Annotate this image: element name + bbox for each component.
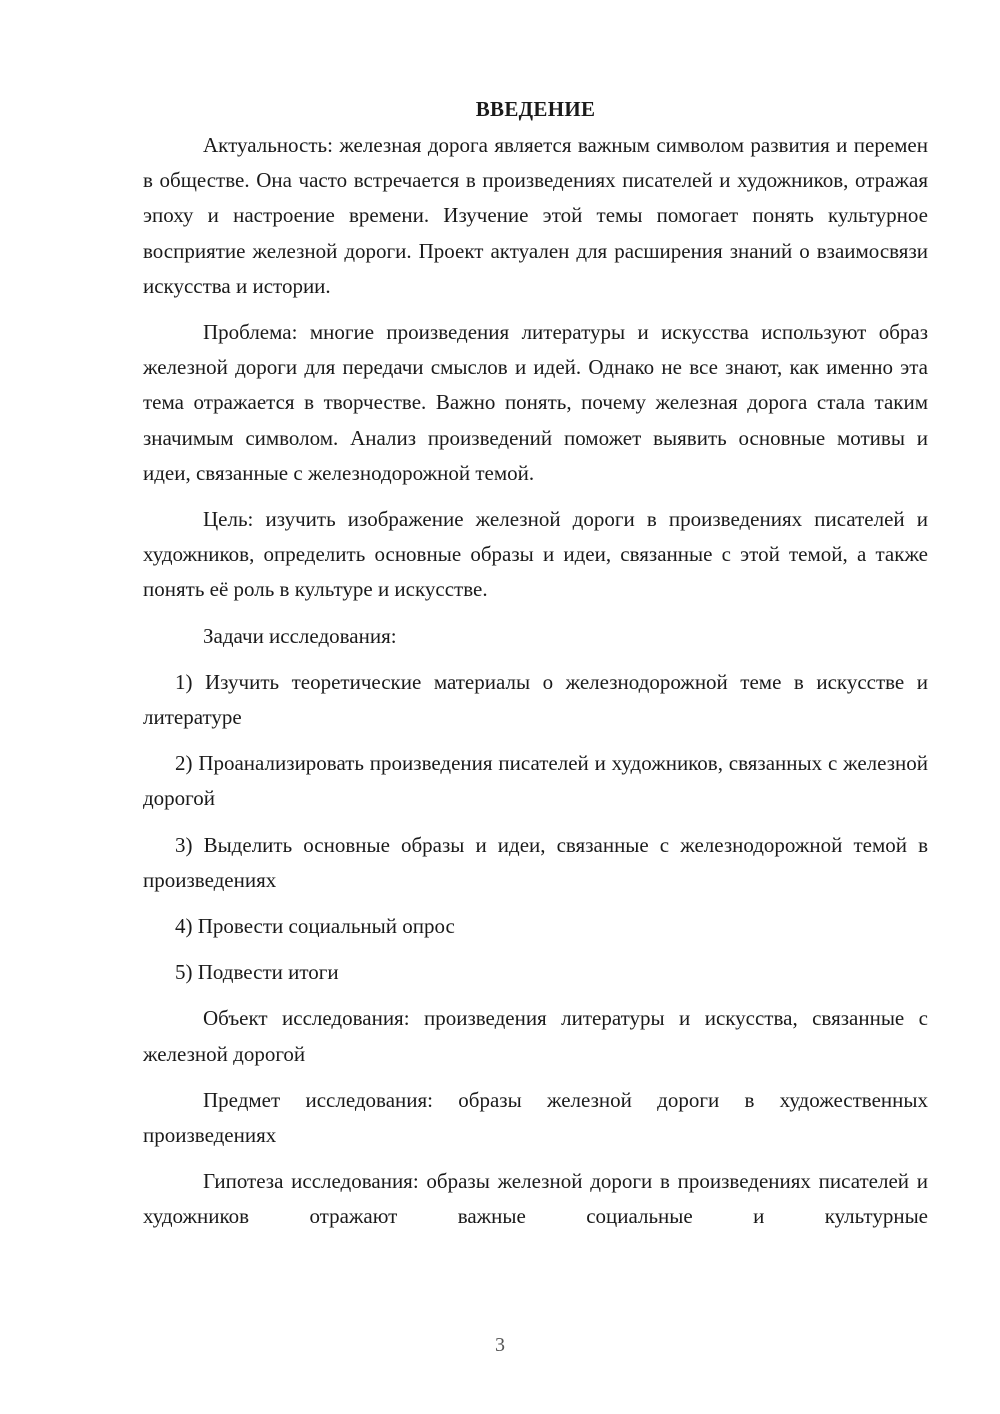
page-number: 3 (495, 1334, 505, 1356)
paragraph-problem: Проблема: многие произведения литературы и искусства используют образ железной дороги для передачи смыслов и идей. Однако не все знают, как именно эта тема отражается в творчестве. Важно понять, почему железная дорога стала таким значимым символом. Анализ произведений поможет выявить основные мотивы и идеи, связанные с железнодорожной темой. (143, 320, 928, 485)
section-heading: ВВЕДЕНИЕ (475, 97, 596, 121)
list-item-task-1: 1) Изучить теоретические материалы о железнодорожной теме в искусстве и литературе (143, 669, 928, 730)
list-item-task-4: 4) Провести социальный опрос (175, 914, 455, 939)
list-item-task-3: 3) Выделить основные образы и идеи, связанные с железнодорожной темой в произведениях (143, 832, 928, 892)
paragraph-relevance: Актуальность: железная дорога является важным символом развития и перемен в обществе. Она часто встречается в произведениях писателей и художников, отражая эпоху и настроение времени. Изучение этой темы помогает понять культурное восприятие железной дороги. Проект актуален для расширения знаний о взаимосвязи искусства и истории. (143, 133, 928, 298)
paragraph-object: Объект исследования: произведения литературы и искусства, связанные с железной дорогой (143, 1006, 928, 1066)
paragraph-goal: Цель: изучить изображение железной дороги в произведениях писателей и художников, определить основные образы и идеи, связанные с этой темой, а также понять её роль в культуре и искусстве. (143, 507, 928, 602)
document-page (143, 92, 928, 1246)
paragraph-subject: Предмет исследования: образы железной дороги в художественных произведениях (143, 1087, 928, 1148)
list-item-task-5: 5) Подвести итоги (175, 960, 339, 985)
paragraph-hypothesis: Гипотеза исследования: образы железной дороги в произведениях писателей и художников отражают важные социальные и культурные (143, 1169, 928, 1229)
list-item-task-2: 2) Проанализировать произведения писателей и художников, связанных с железной дорогой (143, 751, 928, 811)
paragraph-tasks-intro: Задачи исследования: (203, 623, 397, 648)
